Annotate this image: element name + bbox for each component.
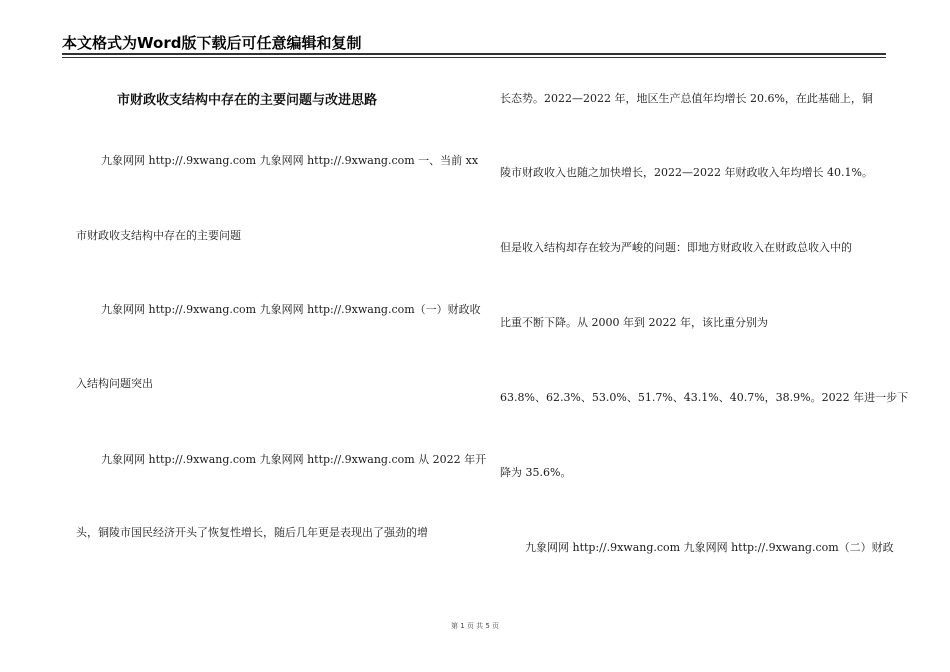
page-number: 第 1 页 共 5 页 xyxy=(450,622,500,630)
paragraph-line: 入结构问题突出 xyxy=(76,377,153,390)
paragraph-line: 比重不断下降。从 2000 年到 2022 年，该比重分别为 xyxy=(500,316,768,329)
header-title: 本文格式为Word版下载后可任意编辑和复制 xyxy=(62,34,362,52)
paragraph-line: 头，铜陵市国民经济开头了恢复性增长，随后几年更是表现出了强劲的增 xyxy=(76,526,428,539)
header-rule xyxy=(62,53,886,55)
paragraph-line: 陵市财政收入也随之加快增长，2022—2022 年财政收入年均增长 40.1%。 xyxy=(500,166,873,179)
paragraph-line: 但是收入结构却存在较为严峻的问题：即地方财政收入在财政总收入中的 xyxy=(500,241,852,254)
header-rule-thin xyxy=(62,57,886,58)
paragraph-line: 九象网网 http://.9xwang.com 九象网网 http://.9xwang.com 一、当前 xx xyxy=(101,154,479,167)
paragraph-line: 九象网网 http://.9xwang.com 九象网网 http://.9xwang.com 从 2022 年开 xyxy=(101,453,487,466)
paragraph-line: 降为 35.6%。 xyxy=(500,466,572,479)
paragraph-line: 九象网网 http://.9xwang.com 九象网网 http://.9xwang.com（二）财政 xyxy=(525,541,894,554)
document-title: 市财政收支结构中存在的主要问题与改进思路 xyxy=(117,93,378,108)
paragraph-line: 九象网网 http://.9xwang.com 九象网网 http://.9xwang.com（一）财政收 xyxy=(101,303,481,316)
paragraph-line: 63.8%、62.3%、53.0%、51.7%、43.1%、40.7%，38.9%。2022 年进一步下 xyxy=(500,391,909,404)
paragraph-line: 长态势。2022—2022 年，地区生产总值年均增长 20.6%，在此基础上，铜 xyxy=(500,92,873,105)
paragraph-line: 市财政收支结构中存在的主要问题 xyxy=(76,229,241,242)
